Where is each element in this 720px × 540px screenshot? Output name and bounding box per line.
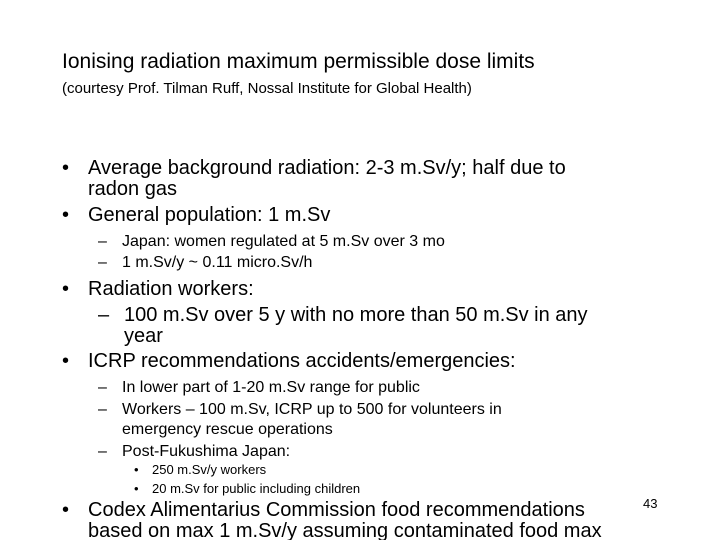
bullet-line: radon gas xyxy=(88,178,177,200)
third-bullet-text: 250 m.Sv/y workers xyxy=(152,462,267,477)
bullet-text xyxy=(88,158,668,200)
bullet-dot-icon: • xyxy=(134,481,139,496)
bullet-text: ICRP recommendations accidents/emergencies: xyxy=(88,350,516,372)
bullet-dot-icon: • xyxy=(62,204,70,226)
bullet-line: 100 m.Sv over 5 y with no more than 50 m.Sv in any xyxy=(124,304,588,326)
bullet-dot-icon: • xyxy=(62,278,70,300)
bullet-line: based on max 1 m.Sv/y assuming contaminated food max xyxy=(88,520,602,540)
dash-icon: – xyxy=(98,401,107,418)
bullet-text xyxy=(88,500,688,540)
page-number: 43 xyxy=(643,496,658,511)
sub-bullet-text xyxy=(122,400,642,440)
slide-title: Ionising radiation maximum permissible dose limits xyxy=(62,50,535,73)
bullet-dot-icon: • xyxy=(62,499,70,521)
slide-subtitle: (courtesy Prof. Tilman Ruff, Nossal Institute for Global Health) xyxy=(62,80,472,97)
dash-icon: – xyxy=(98,233,107,250)
bullet-line: Average background radiation: 2-3 m.Sv/y; half due to xyxy=(88,157,566,179)
sub-bullet-text xyxy=(124,305,684,347)
sub-bullet-text: Post-Fukushima Japan: xyxy=(122,443,291,460)
dash-icon: – xyxy=(98,443,107,460)
dash-icon: – xyxy=(98,304,110,326)
dash-icon: – xyxy=(98,254,107,271)
sub-bullet-text: In lower part of 1-20 m.Sv range for public xyxy=(122,379,420,396)
bullet-text: Radiation workers: xyxy=(88,278,254,300)
third-bullet-text: 20 m.Sv for public including children xyxy=(152,481,361,496)
bullet-dot-icon: • xyxy=(134,462,139,477)
bullet-dot-icon: • xyxy=(62,157,70,179)
bullet-line: year xyxy=(124,325,163,347)
bullet-text: General population: 1 m.Sv xyxy=(88,204,331,226)
bullet-line: Codex Alimentarius Commission food recommendations xyxy=(88,499,585,521)
sub-bullet-text: Japan: women regulated at 5 m.Sv over 3 mo xyxy=(122,233,445,250)
bullet-line: emergency rescue operations xyxy=(122,421,333,438)
dash-icon: – xyxy=(98,379,107,396)
bullet-dot-icon: • xyxy=(62,350,70,372)
bullet-line: Workers – 100 m.Sv, ICRP up to 500 for volunteers in xyxy=(122,401,502,418)
sub-bullet-text: 1 m.Sv/y ~ 0.11 micro.Sv/h xyxy=(122,254,313,271)
